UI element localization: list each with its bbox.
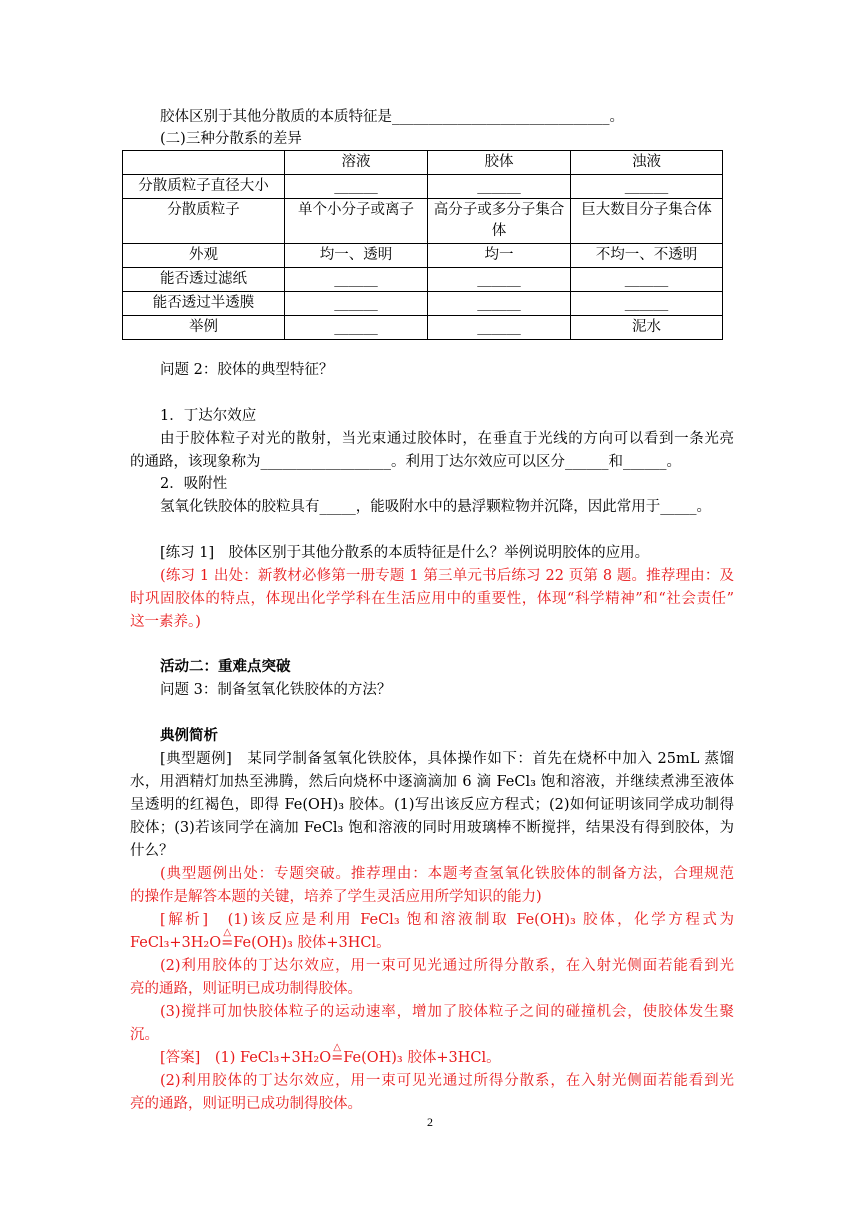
analysis-text: (3)搅拌可加快胶体粒子的运动速率，增加了胶体粒子之间的碰撞机会，使胶体发生聚: [160, 1004, 734, 1020]
table-row: [123, 244, 723, 268]
table-cell: 均一: [428, 244, 571, 268]
table-header-row: [123, 151, 723, 175]
table-cell: 能否透过半透膜: [123, 292, 285, 316]
table-cell: ______: [285, 292, 428, 316]
table-cell: 泥水: [571, 316, 723, 340]
page-number: 2: [427, 1115, 433, 1129]
adsorption-text: 氢氧化铁胶体的胶粒具有_____，能吸附水中的悬浮颗粒物并沉降，因此常用于_____。: [160, 499, 711, 515]
table-cell: 外观: [123, 244, 285, 268]
analysis-text: 沉。: [130, 1027, 159, 1043]
table-cell: 能否透过滤纸: [123, 268, 285, 292]
answer-label: [答案] (1) FeCl₃+3H₂O: [160, 1050, 332, 1066]
table-cell: ______: [428, 268, 571, 292]
table-header-cell: 溶液: [285, 151, 428, 175]
dispersion-comparison-table: [122, 150, 723, 340]
table-row: [123, 316, 723, 340]
table-cell: ______: [428, 292, 571, 316]
exercise-1-source-continued: 时巩固胶体的特点，体现出化学学科在生活应用中的重要性，体现“科学精神”和“社会责任”: [130, 591, 734, 607]
exercise-1: [练习 1] 胶体区别于其他分散系的本质特征是什么？举例说明胶体的应用。: [160, 545, 650, 561]
example-source: (典型题例出处：专题突破。推荐理由：本题考查氢氧化铁胶体的制备方法，合理规范: [160, 866, 734, 882]
example-heading: 典例简析: [160, 728, 218, 744]
table-cell: ______: [428, 316, 571, 340]
table-cell: 高分子或多分子集合体: [428, 199, 571, 244]
exercise-1-source-end: 这一素养。): [130, 614, 201, 630]
table-cell: 不均一、不透明: [571, 244, 723, 268]
table-row: [123, 292, 723, 316]
table-cell: 单个小分子或离子: [285, 199, 428, 244]
analysis-equation: [130, 927, 391, 953]
example-text: 呈透明的红褐色，即得 Fe(OH)₃ 胶体。(1)写出该反应方程式；(2)如何证明该同学成功制得: [130, 797, 734, 813]
table-header-cell: 浊液: [571, 151, 723, 175]
analysis-text: 亮的通路，则证明已成功制得胶体。: [130, 981, 362, 997]
answer-text: (2)利用胶体的丁达尔效应，用一束可见光通过所得分散系，在入射光侧面若能看到光: [160, 1073, 734, 1089]
answer-equation: [160, 1042, 501, 1068]
analysis-text: [解析] (1)该反应是利用 FeCl₃ 饱和溶液制取 Fe(OH)₃ 胶体，化学方程式为: [160, 912, 734, 928]
table-cell: ______: [285, 268, 428, 292]
activity-2-title: 活动二：重难点突破: [160, 659, 291, 675]
table-cell: ______: [428, 175, 571, 199]
table-cell: ______: [571, 292, 723, 316]
table-cell: 巨大数目分子集合体: [571, 199, 723, 244]
example-text: [典型题例] 某同学制备氢氧化铁胶体，具体操作如下：首先在烧杯中加入 25mL 蒸馏: [160, 751, 734, 767]
table-cell: ______: [285, 175, 428, 199]
example-source-continued: 的操作是解答本题的关键，培养了学生灵活应用所学知识的能力): [130, 889, 542, 905]
adsorption-heading: 2．吸附性: [160, 476, 228, 492]
answer-text: 亮的通路，则证明已成功制得胶体。: [130, 1096, 362, 1112]
example-text: 水，用酒精灯加热至沸腾，然后向烧杯中逐滴滴加 6 滴 FeCl₃ 饱和溶液，并继续煮沸至液体: [130, 774, 734, 790]
section-title: (二)三种分散系的差异: [160, 131, 302, 147]
exercise-1-source: (练习 1 出处：新教材必修第一册专题 1 第三单元书后练习 22 页第 8 题。推荐理由：及: [160, 568, 734, 584]
heating-equals-sign: △ =: [221, 933, 233, 953]
tyndall-text: 由于胶体粒子对光的散射，当光束通过胶体时，在垂直于光线的方向可以看到一条光亮: [160, 431, 734, 447]
table-cell: 分散质粒子: [123, 199, 285, 244]
analysis-text: (2)利用胶体的丁达尔效应，用一束可见光通过所得分散系，在入射光侧面若能看到光: [160, 958, 734, 974]
equation-products: Fe(OH)₃ 胶体+3HCl。: [233, 935, 391, 951]
table-cell: ______: [285, 316, 428, 340]
question-2: 问题 2：胶体的典型特征？: [160, 362, 334, 378]
table-row: [123, 199, 723, 244]
heat-triangle-icon: △: [223, 927, 232, 938]
table-row: [123, 175, 723, 199]
example-text: 胶体；(3)若该同学在滴加 FeCl₃ 饱和溶液的同时用玻璃棒不断搅拌，结果没有得到胶体，为: [130, 820, 734, 836]
table-cell: 分散质粒子直径大小: [123, 175, 285, 199]
table-cell: 均一、透明: [285, 244, 428, 268]
question-3: 问题 3：制备氢氧化铁胶体的方法？: [160, 682, 392, 698]
heating-equals-sign: △ =: [331, 1048, 343, 1068]
equation-products: Fe(OH)₃ 胶体+3HCl。: [343, 1050, 501, 1066]
example-text-end: 什么？: [130, 843, 174, 859]
essence-question: 胶体区别于其他分散质的本质特征是______________________________。: [160, 109, 624, 125]
table-header-cell: 胶体: [428, 151, 571, 175]
table-header-cell: [123, 151, 285, 175]
tyndall-text-continued: 的通路，该现象称为__________________。利用丁达尔效应可以区分______和______。: [130, 454, 681, 470]
table-cell: 举例: [123, 316, 285, 340]
table-row: [123, 268, 723, 292]
tyndall-heading: 1．丁达尔效应: [160, 408, 257, 424]
equation-reactants: FeCl₃+3H₂O: [130, 935, 222, 951]
heat-triangle-icon: △: [333, 1042, 341, 1053]
table-cell: ______: [571, 175, 723, 199]
table-cell: ______: [571, 268, 723, 292]
